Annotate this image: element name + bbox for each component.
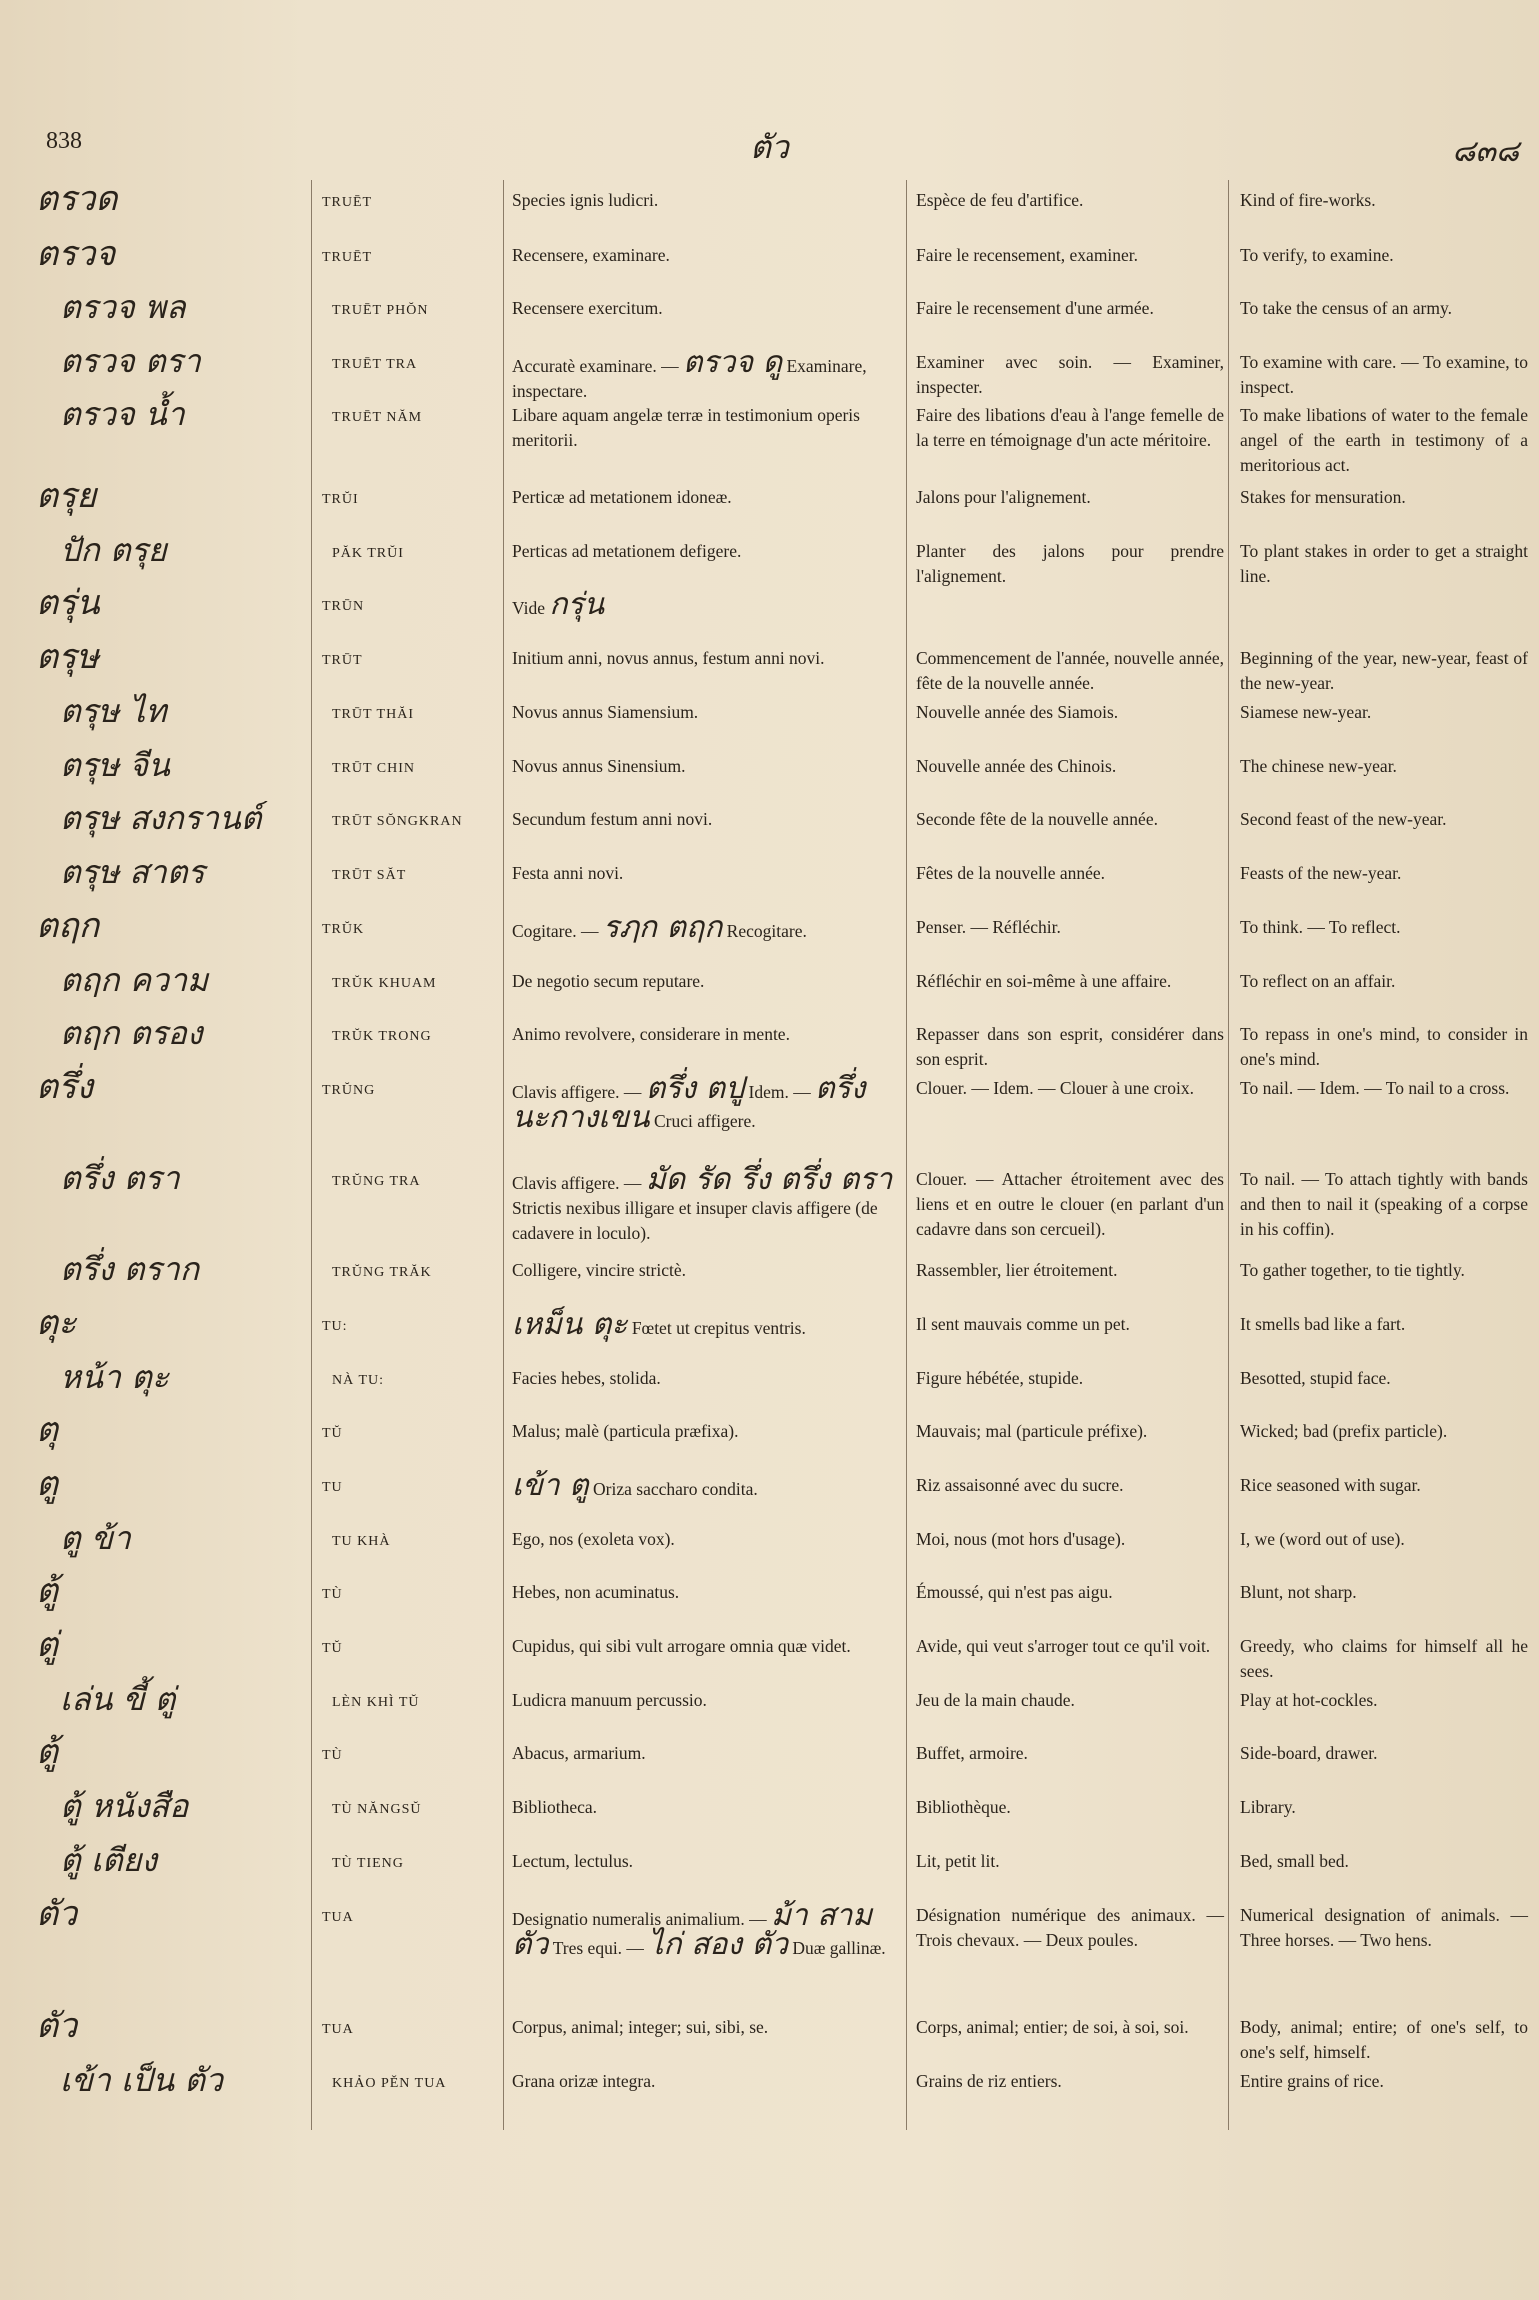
entry-english: Library. <box>1240 1797 1296 1817</box>
entry-french: Examiner avec soin. — Examiner, inspecter. <box>916 352 1224 397</box>
entry-french: Riz assaisonné avec du sucre. <box>916 1475 1124 1495</box>
entry-latin: Recensere exercitum. <box>512 298 663 318</box>
entry-romanization: TRŪN <box>322 599 365 614</box>
entry-latin: Hebes, non acuminatus. <box>512 1582 680 1602</box>
entry-english: To nail. — Idem. — To nail to a cross. <box>1240 1078 1510 1098</box>
entry-latin: Clavis affigere. — ตรึ่ง ตปู Idem. — ตรึ่ง นะกางเขน Cruci affigere. <box>512 1071 866 1135</box>
entry-romanization: TUA <box>322 2022 354 2037</box>
entry-thai-headword: ตุะ <box>36 1303 77 1343</box>
entry-english: To reflect on an affair. <box>1240 971 1396 991</box>
entry-latin: Grana orizæ integra. <box>512 2071 656 2091</box>
entry-english: Feasts of the new-year. <box>1240 863 1402 883</box>
entry-romanization: TÙ <box>322 1587 343 1602</box>
entry-latin: De negotio secum reputare. <box>512 971 705 991</box>
entry-romanization: TŬ <box>322 1426 343 1441</box>
entry-french: Faire le recensement d'une armée. <box>916 298 1154 318</box>
entry-romanization: TRŬNG TRĂK <box>332 1265 432 1280</box>
entry-french: Avide, qui veut s'arroger tout ce qu'il voit. <box>916 1636 1211 1656</box>
entry-latin: Malus; malè (particula præfixa). <box>512 1421 739 1441</box>
entry-romanization: TRŪT CHIN <box>332 761 416 776</box>
entry-french: Fêtes de la nouvelle année. <box>916 863 1106 883</box>
entry-latin: Secundum festum anni novi. <box>512 809 713 829</box>
page-number: 838 <box>46 128 82 154</box>
entry-english: It smells bad like a fart. <box>1240 1314 1406 1334</box>
entry-latin: เหม็น ตุะ Fœtet ut crepitus ventris. <box>512 1307 806 1342</box>
entry-latin: Species ignis ludicri. <box>512 190 659 210</box>
entry-thai-headword: ตรุษ ไท <box>60 692 167 730</box>
entry-english: Play at hot-cockles. <box>1240 1690 1378 1710</box>
entry-thai-headword: ตู ข้า <box>60 1519 131 1557</box>
column-rule <box>906 180 907 2130</box>
entry-thai-headword: ตรึ่ง ตราก <box>60 1250 200 1288</box>
entry-romanization: TRUĒT NĂM <box>332 410 423 425</box>
entry-thai-headword: ตรุษ สาตร <box>60 853 205 891</box>
entry-romanization: TÙ <box>322 1748 343 1763</box>
entry-french: Il sent mauvais comme un pet. <box>916 1314 1130 1334</box>
entry-thai-headword: ตู้ เตียง <box>60 1841 158 1879</box>
entry-latin: Animo revolvere, considerare in mente. <box>512 1024 790 1044</box>
entry-english: Greedy, who claims for himself all he sees. <box>1240 1636 1528 1681</box>
entry-romanization: TRUĒT <box>322 250 373 265</box>
entry-french: Émoussé, qui n'est pas aigu. <box>916 1582 1113 1602</box>
entry-thai-headword: ตรึ่ง <box>36 1067 93 1107</box>
entry-french: Seconde fête de la nouvelle année. <box>916 809 1158 829</box>
entry-romanization: PĂK TRŬI <box>332 546 404 561</box>
entry-romanization: TRŬNG <box>322 1083 376 1098</box>
entry-thai-headword: ตู <box>36 1464 59 1504</box>
entry-thai-headword: ตัว <box>36 2006 78 2046</box>
entry-thai-headword: ตฤก <box>36 906 100 946</box>
entry-english: To examine with care. — To examine, to inspect. <box>1240 352 1528 397</box>
entry-latin: Corpus, animal; integer; sui, sibi, se. <box>512 2017 769 2037</box>
entry-french: Penser. — Réfléchir. <box>916 917 1061 937</box>
entry-thai-headword: ตรวจ ตรา <box>60 342 201 380</box>
entry-english: Entire grains of rice. <box>1240 2071 1384 2091</box>
entry-english: To take the census of an army. <box>1240 298 1452 318</box>
entry-thai-headword: เข้า เป็น ตัว <box>60 2061 223 2099</box>
entry-english: To nail. — To attach tightly with bands and then to nail it (speaking of a corpse in his coffin). <box>1240 1169 1528 1239</box>
entry-latin: Colligere, vincire strictè. <box>512 1260 686 1280</box>
entry-latin: Ego, nos (exoleta vox). <box>512 1529 675 1549</box>
entry-thai-headword: ตู้ หนังสือ <box>60 1787 189 1825</box>
entry-french: Mauvais; mal (particule préfixe). <box>916 1421 1148 1441</box>
entry-thai-headword: ตู้ <box>36 1571 59 1611</box>
entry-romanization: TU KHÀ <box>332 1534 391 1549</box>
entry-romanization: NÀ TU: <box>332 1373 385 1388</box>
entry-romanization: TU <box>322 1480 343 1495</box>
entry-romanization: TÙ TIENG <box>332 1856 404 1871</box>
entry-romanization: TŬ <box>322 1641 343 1656</box>
entry-english: To think. — To reflect. <box>1240 917 1401 937</box>
entry-french: Repasser dans son esprit, considérer dans son esprit. <box>916 1024 1224 1069</box>
page-title: ตัว <box>750 128 789 166</box>
entry-thai-headword: ตรวจ <box>36 234 116 274</box>
entry-latin: Libare aquam angelæ terræ in testimonium operis meritorii. <box>512 405 860 450</box>
entry-thai-headword: ตรุษ สงกรานต์ <box>60 799 262 837</box>
entry-english: Wicked; bad (prefix particle). <box>1240 1421 1448 1441</box>
entry-french: Corps, animal; entier; de soi, à soi, soi. <box>916 2017 1189 2037</box>
column-rule <box>1228 180 1229 2130</box>
entry-romanization: TRUĒT <box>322 195 373 210</box>
entry-french: Commencement de l'année, nouvelle année, fête de la nouvelle année. <box>916 648 1224 693</box>
entry-french: Clouer. — Attacher étroitement avec des liens et en outre le clouer (en parlant d'un cadavre dans son cercueil). <box>916 1169 1224 1239</box>
entry-french: Clouer. — Idem. — Clouer à une croix. <box>916 1078 1194 1098</box>
entry-english: Rice seasoned with sugar. <box>1240 1475 1421 1495</box>
entry-latin: Lectum, lectulus. <box>512 1851 634 1871</box>
entry-latin: Festa anni novi. <box>512 863 624 883</box>
page-number-thai: ๘๓๘ <box>1452 134 1519 169</box>
entry-romanization: TRŬK KHUAM <box>332 976 437 991</box>
entry-thai-headword: ปัก ตรุย <box>60 531 167 569</box>
entry-latin: Accuratè examinare. — ตรวจ ดู Examinare, inspectare. <box>512 345 867 401</box>
entry-romanization: TRŪT THĂI <box>332 707 414 722</box>
entry-latin: Recensere, examinare. <box>512 245 670 265</box>
entry-english: To make libations of water to the female angel of the earth in testimony of a meritorious act. <box>1240 405 1528 475</box>
entry-french: Désignation numérique des animaux. — Trois chevaux. — Deux poules. <box>916 1905 1224 1950</box>
entry-english: Beginning of the year, new-year, feast of the new-year. <box>1240 648 1528 693</box>
entry-latin: Novus annus Sinensium. <box>512 756 686 776</box>
entry-latin: Cupidus, qui sibi vult arrogare omnia quæ videt. <box>512 1636 851 1656</box>
entry-thai-headword: ตรุย <box>36 476 97 516</box>
entry-romanization: TRŬK TRONG <box>332 1029 432 1044</box>
entry-romanization: TRŬI <box>322 492 359 507</box>
entry-thai-headword: ตรวด <box>36 179 118 219</box>
entry-romanization: TRŬNG TRA <box>332 1174 421 1189</box>
entry-latin: เข้า ตู Oriza saccharo condita. <box>512 1468 758 1503</box>
entry-thai-headword: ตรวจ น้ำ <box>60 395 185 433</box>
entry-french: Espèce de feu d'artifice. <box>916 190 1084 210</box>
entry-romanization: TU: <box>322 1319 348 1334</box>
entry-thai-headword: ตรวจ พล <box>60 288 186 326</box>
entry-english: Side-board, drawer. <box>1240 1743 1378 1763</box>
entry-romanization: KHẢO PĚN TUA <box>332 2076 447 2091</box>
entry-latin: Bibliotheca. <box>512 1797 598 1817</box>
entry-french: Faire des libations d'eau à l'ange femelle de la terre en témoignage d'un acte méritoire. <box>916 405 1224 450</box>
entry-french: Figure hébétée, stupide. <box>916 1368 1084 1388</box>
entry-english: Stakes for mensuration. <box>1240 487 1406 507</box>
entry-thai-headword: ตู่ <box>36 1625 59 1665</box>
entry-romanization: TRŪT SĂT <box>332 868 407 883</box>
entry-latin: Cogitare. — รฦก ตฤก Recogitare. <box>512 910 807 945</box>
entry-french: Jalons pour l'alignement. <box>916 487 1091 507</box>
entry-french: Nouvelle année des Chinois. <box>916 756 1117 776</box>
entry-thai-headword: ตัว <box>36 1894 78 1934</box>
entry-thai-headword: ตู้ <box>36 1732 59 1772</box>
entry-english: Bed, small bed. <box>1240 1851 1349 1871</box>
entry-english: To verify, to examine. <box>1240 245 1394 265</box>
entry-english: I, we (word out of use). <box>1240 1529 1405 1549</box>
entry-english: To gather together, to tie tightly. <box>1240 1260 1465 1280</box>
entry-latin: Initium anni, novus annus, festum anni novi. <box>512 648 825 668</box>
entry-english: To repass in one's mind, to consider in one's mind. <box>1240 1024 1528 1069</box>
entry-french: Planter des jalons pour prendre l'alignement. <box>916 541 1224 586</box>
entry-english: To plant stakes in order to get a straight line. <box>1240 541 1528 586</box>
entry-french: Buffet, armoire. <box>916 1743 1028 1763</box>
entry-thai-headword: ตรุษ จีน <box>60 746 170 784</box>
entry-romanization: TÙ NĂNGSŬ <box>332 1802 422 1817</box>
entry-thai-headword: ตฤก ความ <box>60 961 209 999</box>
entry-french: Grains de riz entiers. <box>916 2071 1062 2091</box>
entry-latin: Vide กรุ่น <box>512 587 605 622</box>
entry-english: Numerical designation of animals. — Three horses. — Two hens. <box>1240 1905 1528 1950</box>
entry-french: Rassembler, lier étroitement. <box>916 1260 1118 1280</box>
entry-french: Bibliothèque. <box>916 1797 1011 1817</box>
entry-english: Siamese new-year. <box>1240 702 1372 722</box>
entry-thai-headword: เล่น ขี้ ตู่ <box>60 1680 176 1718</box>
entry-latin: Ludicra manuum percussio. <box>512 1690 707 1710</box>
entry-latin: Abacus, armarium. <box>512 1743 646 1763</box>
entry-thai-headword: ตรุ่น <box>36 583 100 623</box>
entry-latin: Novus annus Siamensium. <box>512 702 699 722</box>
entry-english: Kind of fire-works. <box>1240 190 1376 210</box>
entry-latin: Perticas ad metationem defigere. <box>512 541 742 561</box>
entry-latin: Clavis affigere. — มัด รัด รึ่ง ตรึ่ง ตรา Strictis nexibus illigare et insuper clavis affigere (de cadavere in loculo). <box>512 1162 893 1243</box>
entry-thai-headword: ตรึ่ง ตรา <box>60 1159 180 1197</box>
column-rule <box>503 180 504 2130</box>
entry-latin: Designatio numeralis animalium. — ม้า สาม ตัว Tres equi. — ไก่ สอง ตัว Duæ gallinæ. <box>512 1898 886 1962</box>
entry-romanization: TUA <box>322 1910 354 1925</box>
entry-thai-headword: ตรุษ <box>36 637 99 677</box>
entry-french: Faire le recensement, examiner. <box>916 245 1139 265</box>
entry-english: Body, animal; entire; of one's self, to one's self, himself. <box>1240 2017 1528 2062</box>
entry-english: Blunt, not sharp. <box>1240 1582 1357 1602</box>
entry-english: Besotted, stupid face. <box>1240 1368 1391 1388</box>
column-rule <box>311 180 312 2130</box>
entry-english: Second feast of the new-year. <box>1240 809 1447 829</box>
entry-romanization: TRUĒT PHŎN <box>332 303 429 318</box>
entry-romanization: TRŬK <box>322 922 365 937</box>
entry-latin: Perticæ ad metationem idoneæ. <box>512 487 732 507</box>
entry-romanization: TRŪT SŎNGKRAN <box>332 814 463 829</box>
entry-romanization: LÈN KHÌ TŬ <box>332 1695 420 1710</box>
entry-french: Moi, nous (mot hors d'usage). <box>916 1529 1126 1549</box>
entry-romanization: TRUĒT TRA <box>332 357 418 372</box>
entry-french: Lit, petit lit. <box>916 1851 1000 1871</box>
entry-thai-headword: ตุ <box>36 1410 59 1450</box>
entry-french: Nouvelle année des Siamois. <box>916 702 1119 722</box>
entry-english: The chinese new-year. <box>1240 756 1397 776</box>
entry-thai-headword: ตฤก ตรอง <box>60 1014 203 1052</box>
entry-romanization: TRŪT <box>322 653 363 668</box>
entry-french: Réfléchir en soi-même à une affaire. <box>916 971 1172 991</box>
entry-thai-headword: หน้า ตุะ <box>60 1358 170 1396</box>
entry-french: Jeu de la main chaude. <box>916 1690 1075 1710</box>
entry-latin: Facies hebes, stolida. <box>512 1368 661 1388</box>
